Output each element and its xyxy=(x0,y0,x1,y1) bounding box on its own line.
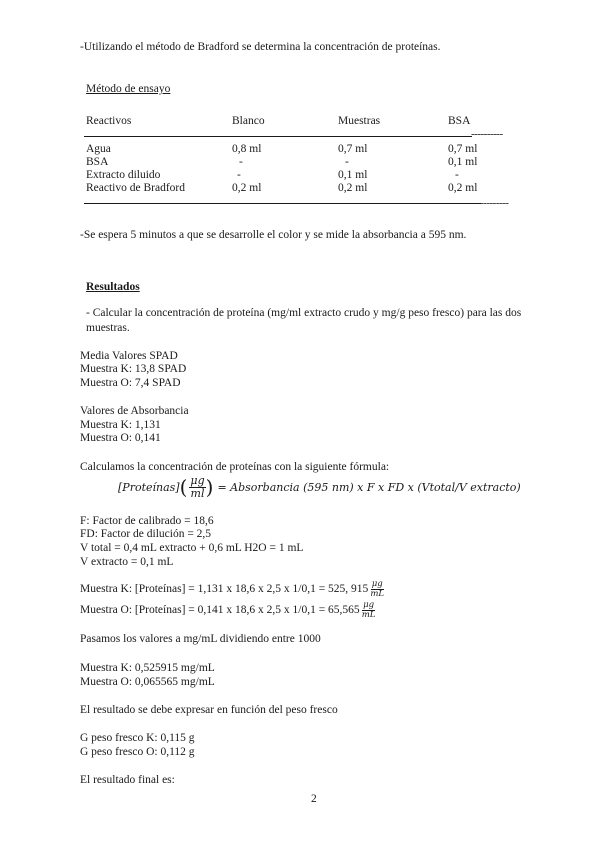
task-line-1: - Calcular la concentración de proteína (mg/ml extracto crudo y mg/g peso fresco) para las dos xyxy=(86,307,522,319)
convert-note: Pasamos los valores a mg/mL dividiendo entre 1000 xyxy=(80,633,321,645)
table-row-bsa-blanco: - xyxy=(239,156,243,168)
wait-note: -Se espera 5 minutos a que se desarrolle el color y se mide la absorbancia a 595 nm. xyxy=(80,229,467,241)
formula-paren-open: ( xyxy=(179,475,188,499)
absorbance-k: Muestra K: 1,131 xyxy=(80,419,161,431)
intro-text: -Utilizando el método de Bradford se determina la concentración de proteínas. xyxy=(80,41,441,53)
fresh-note: El resultado se debe expresar en función del peso fresco xyxy=(80,704,338,716)
table-row-extracto-blanco: - xyxy=(237,169,241,181)
calc-o-unit xyxy=(362,601,376,620)
table-footer-dashes: --------- xyxy=(480,197,509,209)
calc-o-line xyxy=(80,598,375,622)
table-row-agua-blanco: 0,8 ml xyxy=(232,143,262,155)
calc-o: Muestra O: [Proteínas] = 0,141 x 18,6 x 2,5 x 1/0,1 = 65,565 xyxy=(80,604,360,616)
formula-unit-den: ml xyxy=(190,486,205,500)
param-fd: FD: Factor de dilución = 2,5 xyxy=(80,528,212,540)
formula-paren-close: ) xyxy=(205,475,214,499)
table-header-dashes: ---------- xyxy=(471,128,503,140)
table-row-extracto-bsa: - xyxy=(455,169,459,181)
mgml-k: Muestra K: 0,525915 mg/mL xyxy=(80,662,215,674)
table-row-reactivo-blanco: 0,2 ml xyxy=(232,182,262,194)
calc-k: Muestra K: [Proteínas] = 1,131 x 18,6 x 2,5 x 1/0,1 = 525, 915 xyxy=(80,583,369,595)
final-note: El resultado final es: xyxy=(80,774,175,786)
table-row-agua-muestras: 0,7 ml xyxy=(338,143,368,155)
param-vextract: V extracto = 0,1 mL xyxy=(80,556,174,568)
fresh-o: G peso fresco O: 0,112 g xyxy=(80,746,195,758)
table-row-reactivo-muestras: 0,2 ml xyxy=(338,182,368,194)
spad-o: Muestra O: 7,4 SPAD xyxy=(80,377,181,389)
protein-formula xyxy=(118,473,521,501)
table-header-blanco: Blanco xyxy=(232,115,265,127)
table-header-muestras: Muestras xyxy=(338,115,381,127)
results-title: Resultados xyxy=(86,281,140,293)
formula-intro: Calculamos la concentración de proteínas con la siguiente fórmula: xyxy=(80,461,390,473)
table-row-extracto-label: Extracto diluido xyxy=(86,169,161,181)
formula-unit-fraction xyxy=(189,475,205,500)
calc-k-unit xyxy=(370,580,384,599)
formula-unit-num: μg xyxy=(190,473,205,487)
calc-k-unit-num: μg xyxy=(371,578,383,589)
table-row-agua-label: Agua xyxy=(86,143,111,155)
table-row-bsa-label: BSA xyxy=(86,156,109,168)
spad-k: Muestra K: 13,8 SPAD xyxy=(80,363,187,375)
table-row-agua-bsa: 0,7 ml xyxy=(448,143,478,155)
absorbance-title: Valores de Absorbancia xyxy=(80,405,189,417)
table-row-bsa-bsa: 0,1 ml xyxy=(448,156,478,168)
table-footer-rule xyxy=(84,203,481,204)
method-title: Método de ensayo xyxy=(86,83,171,95)
param-f: F: Factor de calibrado = 18,6 xyxy=(80,515,214,527)
table-row-extracto-muestras: 0,1 ml xyxy=(338,169,368,181)
task-line-2: muestras. xyxy=(86,322,130,334)
param-vtotal: V total = 0,4 mL extracto + 0,6 mL H2O = 1 mL xyxy=(80,542,304,554)
formula-rhs: = Absorbancia (595 nm) x F x FD x (Vtotal/V extracto) xyxy=(217,480,521,494)
formula-lhs: [Proteínas] xyxy=(118,480,180,494)
fresh-k: G peso fresco K: 0,115 g xyxy=(80,732,195,744)
table-row-bsa-muestras: - xyxy=(345,156,349,168)
calc-k-unit-den: mL xyxy=(370,588,385,599)
page-number: 2 xyxy=(311,793,317,805)
calc-o-unit-den: mL xyxy=(361,609,376,620)
mgml-o: Muestra O: 0,065565 mg/mL xyxy=(80,676,215,688)
table-row-reactivo-label: Reactivo de Bradford xyxy=(86,182,185,194)
calc-o-unit-num: μg xyxy=(363,599,375,610)
table-header-rule xyxy=(84,136,472,137)
absorbance-o: Muestra O: 0,141 xyxy=(80,432,161,444)
table-header-bsa: BSA xyxy=(448,115,471,127)
table-header-reactivos: Reactivos xyxy=(86,115,132,127)
table-row-reactivo-bsa: 0,2 ml xyxy=(448,182,478,194)
spad-title: Media Valores SPAD xyxy=(80,350,178,362)
